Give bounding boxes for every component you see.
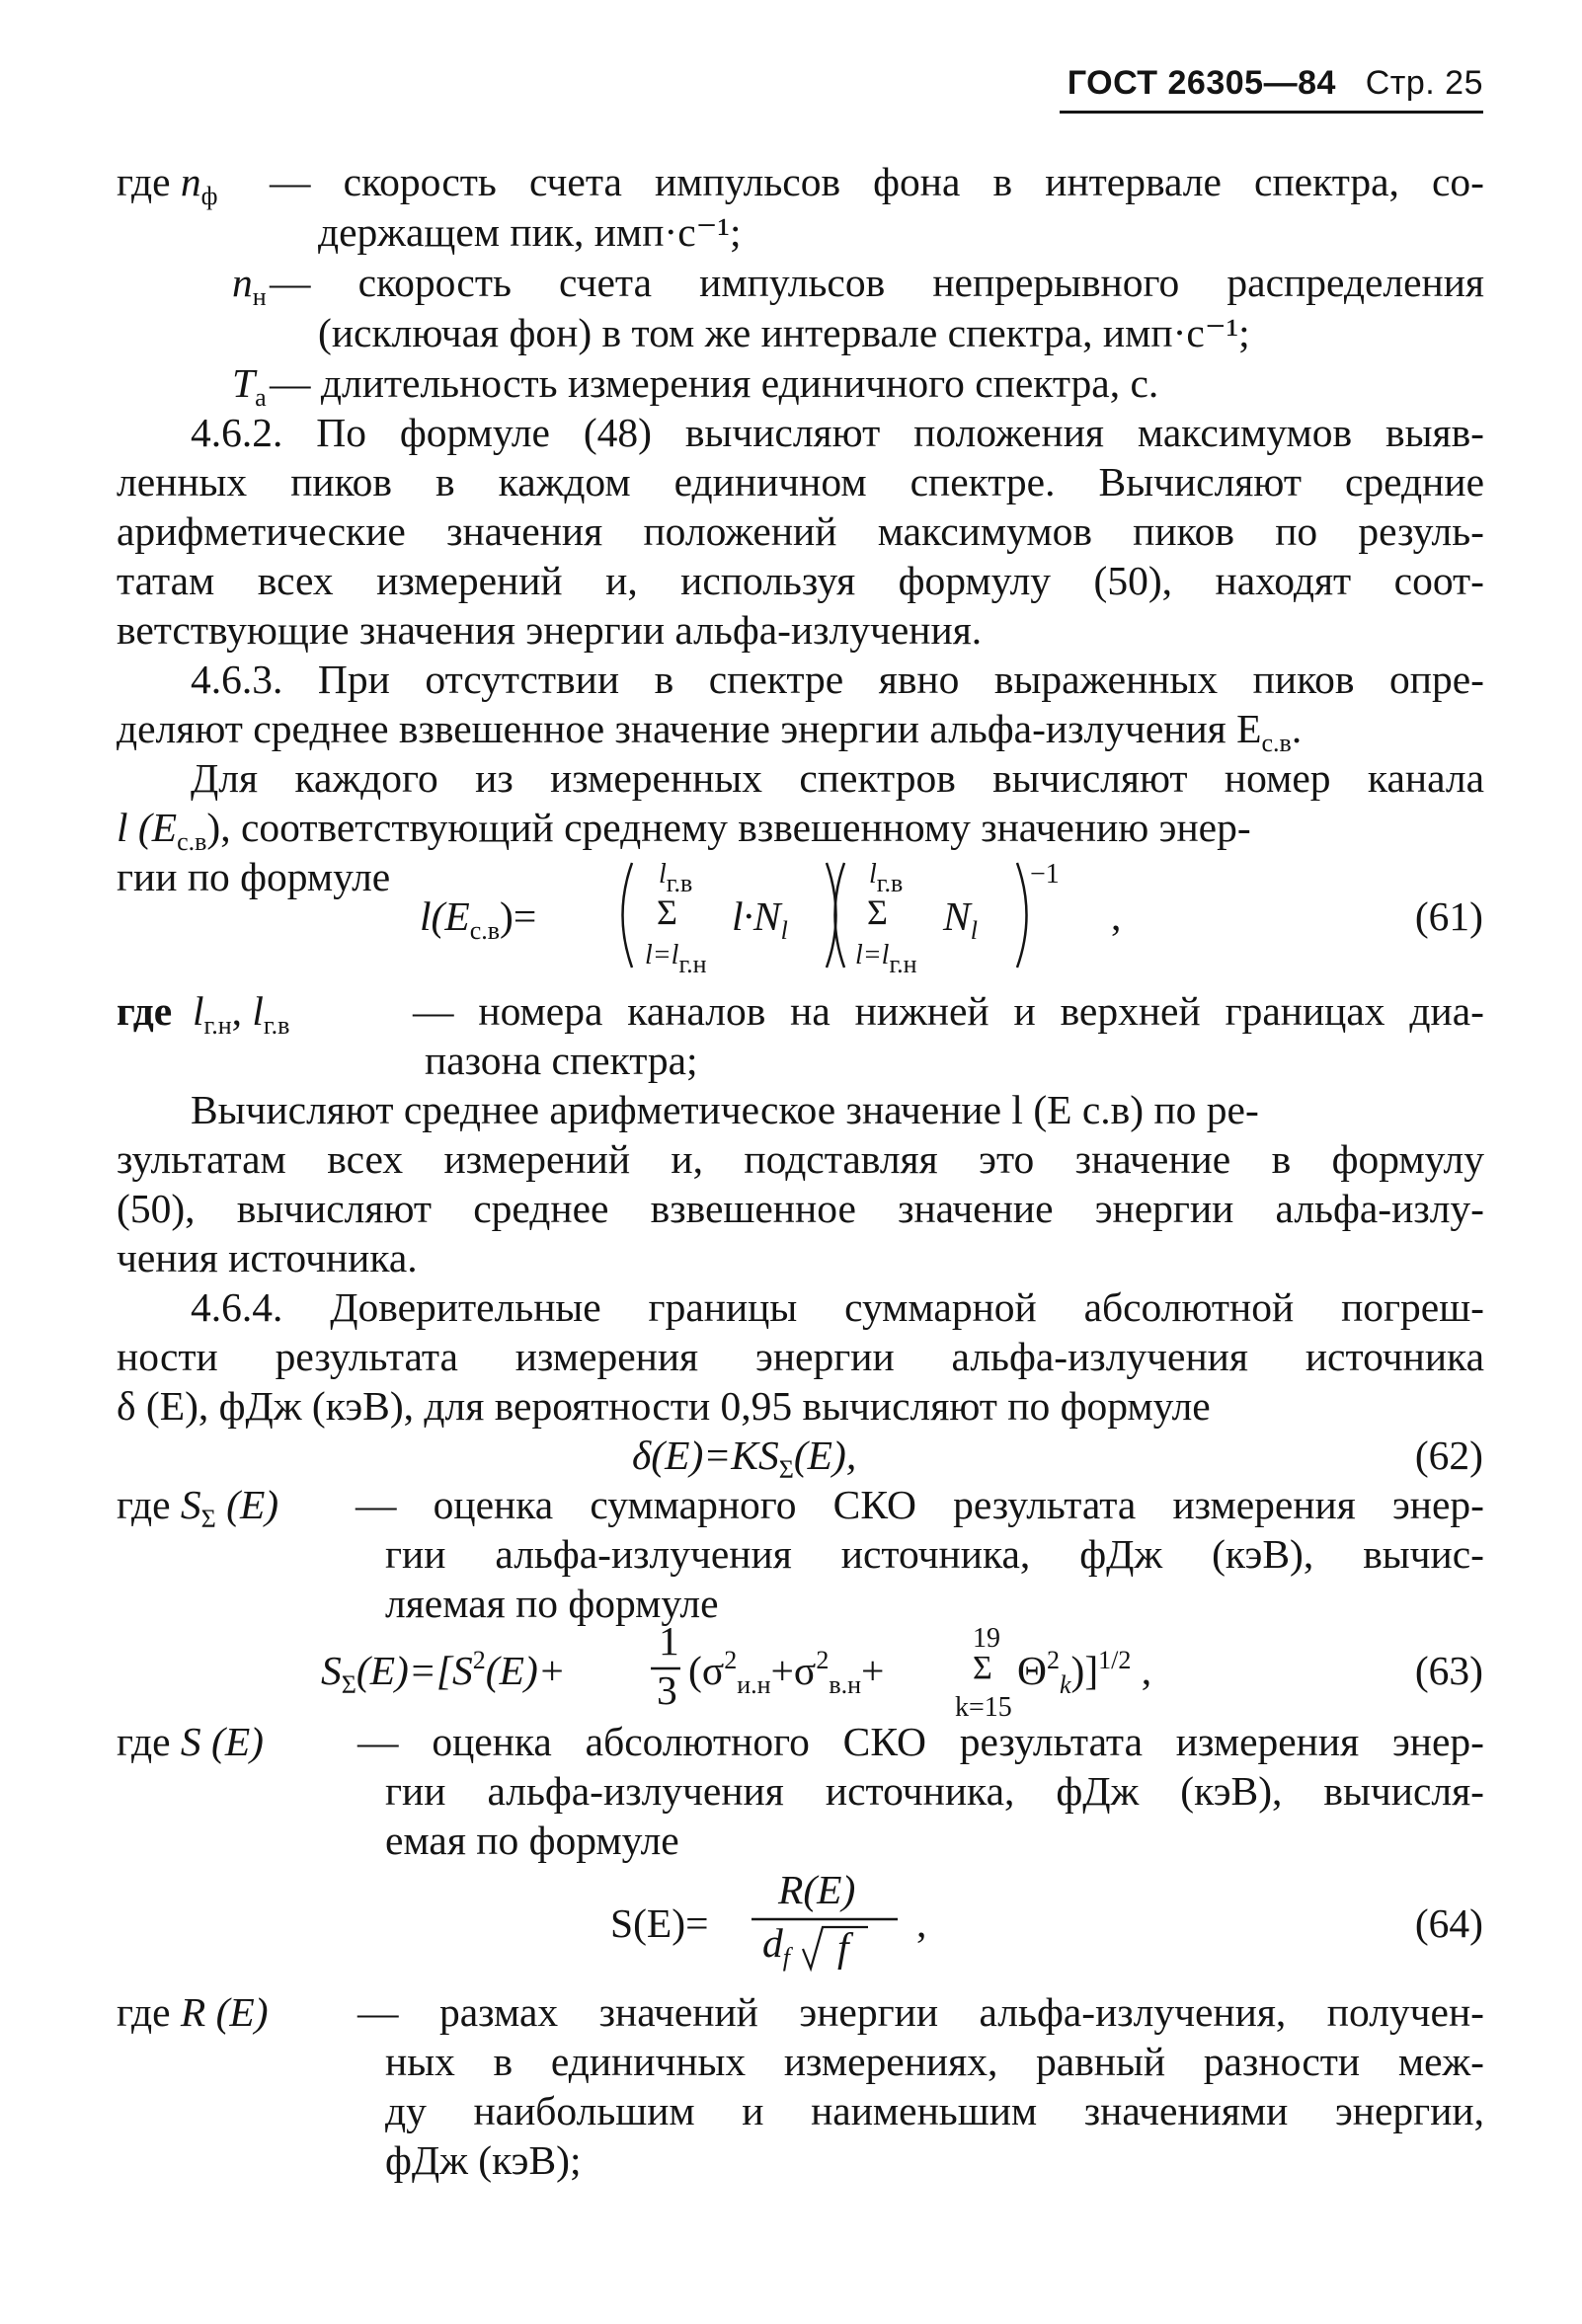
eq-number-62: (62) [1414, 1433, 1483, 1478]
para-462-line: арифметические значения положений максимумов пиков по резуль- [117, 508, 1484, 554]
para-463-line: 4.6.3. При отсутствии в спектре явно выраженных пиков опре- [191, 657, 1484, 702]
para-mean-line: (50), вычисляют среднее взвешенное значение энергии альфа-излу- [117, 1186, 1484, 1231]
para-464-line: 4.6.4. Доверительные границы суммарной абсолютной погреш- [191, 1284, 1484, 1330]
def-62-line: гии альфа-излучения источника, фДж (кэВ), вычис- [385, 1531, 1484, 1577]
def-nphi-line2: держащем пик, имп·с⁻¹; [318, 209, 742, 255]
page-header [1068, 59, 1483, 107]
def-ta-term: $T_а$ [232, 360, 267, 412]
def-nphi-term: где $n_ф$ [117, 159, 218, 210]
def-nn-term: $n_н$ [232, 260, 267, 311]
formula-63-frac-num: 1 [659, 1618, 679, 1664]
def-64-line: — размах значений энергии альфа-излучения, получен- [357, 1989, 1484, 2035]
formula-64-denominator: $d_f$ [762, 1920, 790, 1972]
formula-61-sum2-upper: $l_{г.в}$ [869, 859, 904, 897]
para-mean-line: Вычисляют среднее арифметическое значение l (E с.в) по ре- [191, 1087, 1259, 1132]
para-463-line: деляют среднее взвешенное значение энергии альфа-излучения $E_{с.в}$. [117, 706, 1303, 757]
para-462-line: ленных пиков в каждом единичном спектре. Вычисляют средние [117, 459, 1484, 504]
formula-61-power: −1 [1030, 859, 1060, 890]
para-464-line: δ (E), фДж (кэВ), для вероятности 0,95 вычисляют по формуле [117, 1383, 1211, 1429]
formula-63-frac-den: 3 [657, 1667, 677, 1713]
def-64-line: ных в единичных измерениях, равный разности меж- [385, 2039, 1484, 2084]
formula-61-lhs: $l(E_{с.в})=$ [420, 893, 537, 945]
formula-62: $\delta(E)=KS_\Sigma(E)$, [632, 1433, 857, 1484]
def-62-line: ляемая по формуле [385, 1581, 719, 1626]
formula-64-root: f [837, 1924, 849, 1970]
formula-63-theta: $\Theta^2_k)]^{1/2}$ , [1017, 1646, 1152, 1699]
def-64-term: где R (E) [117, 1989, 269, 2035]
para-mean-line: чения источника. [117, 1235, 418, 1280]
sum-symbol-3: Σ [973, 1650, 992, 1686]
def-64-line: ду наибольшим и наименьшим значениями энергии, [385, 2088, 1484, 2133]
def-63-term: где S (E) [117, 1719, 264, 1764]
header-rule [1060, 111, 1483, 114]
def-64-line: фДж (кэВ); [385, 2137, 582, 2183]
formula-61 [420, 851, 1141, 979]
formula-63 [321, 1617, 1210, 1726]
gost-code: ГОСТ 26305—84 [1067, 64, 1336, 102]
formula-64-comma: , [916, 1900, 927, 1946]
def-62-line: — оценка суммарного СКО результата измерения энер- [356, 1482, 1484, 1527]
eq-number-63: (63) [1414, 1648, 1483, 1693]
formula-64 [610, 1866, 966, 1975]
def-61-term: где $l_{г.н}$, $l_{г.в}$ [117, 988, 290, 1040]
def-63-line: гии альфа-излучения источника, фДж (кэВ), вычисля- [385, 1768, 1484, 1814]
formula-61-sum2-body: $N_l$ [943, 893, 978, 945]
def-nn-line2: (исключая фон) в том же интервале спектра, имп·с⁻¹; [318, 310, 1250, 355]
def-nn-line1: — скорость счета импульсов непрерывного распределения [270, 260, 1484, 305]
para-464-line: ности результата измерения энергии альфа-излучения источника [117, 1334, 1484, 1379]
formula-64-lhs: S(E)= [610, 1900, 709, 1946]
formula-61-comma: , [1111, 893, 1122, 939]
sum-symbol-2: Σ [867, 892, 888, 932]
para-462-line: татам всех измерений и, используя формулу (50), находят соот- [117, 558, 1484, 603]
formula-61-sum2-lower: $l=l_{г.н}$ [855, 940, 917, 978]
para-channel-line2: l $(E_{с.в})$, соответствующий среднему взвешенному значению энер- [117, 805, 1251, 856]
para-channel-line1: Для каждого из измеренных спектров вычисляют номер канала [191, 755, 1484, 801]
formula-64-numerator: R(E) [778, 1867, 856, 1912]
sum-symbol-1: Σ [657, 892, 677, 932]
formula-61-sum1-upper: $l_{г.в}$ [659, 859, 693, 897]
def-62-term: где $S_\Sigma$ (E) [117, 1482, 279, 1533]
formula-61-sum1-lower: $l=l_{г.н}$ [645, 940, 707, 978]
def-nphi-line1: — скорость счета импульсов фона в интервале спектра, со- [270, 159, 1484, 204]
def-61-line2: пазона спектра; [425, 1038, 698, 1083]
formula-63-lhs: $S_\Sigma(E)=[S^2(E)+$ [321, 1646, 566, 1699]
para-462-line: ветствующие значения энергии альфа-излучения. [117, 607, 983, 653]
page-label: Стр. 25 [1365, 64, 1483, 102]
formula-61-sum1-body: $l\cdot N_l$ [732, 893, 788, 945]
def-ta-line: — длительность измерения единичного спектра, с. [270, 360, 1159, 406]
para-mean-line: зультатам всех измерений и, подставляя это значение в формулу [117, 1136, 1484, 1182]
def-61-line1: — номера каналов на нижней и верхней границах диа- [413, 988, 1484, 1034]
para-462-line: 4.6.2. По формуле (48) вычисляют положения максимумов выяв- [191, 410, 1484, 455]
para-channel-line3: гии по формуле [117, 854, 391, 899]
formula-63-sigma: ($\sigma^2_{и.н}+\sigma^2_{в.н}+$ [688, 1646, 885, 1699]
formula-63-sum-lower: k=15 [955, 1692, 1012, 1723]
eq-number-61: (61) [1414, 893, 1483, 939]
def-63-line: емая по формуле [385, 1818, 679, 1863]
formula-63-sum-upper: 19 [973, 1623, 1000, 1654]
eq-number-64: (64) [1414, 1900, 1483, 1946]
def-63-line: — оценка абсолютного СКО результата измерения энер- [357, 1719, 1484, 1764]
